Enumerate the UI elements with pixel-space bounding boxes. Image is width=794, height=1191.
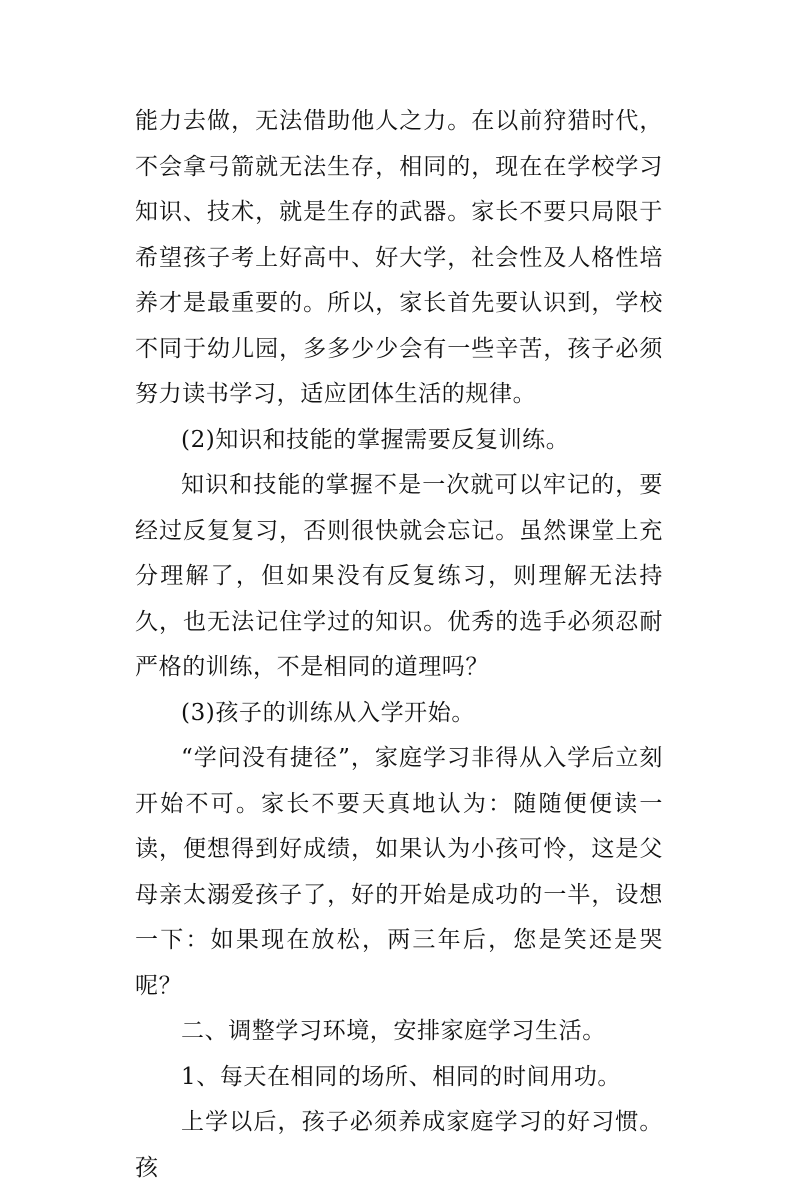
body-text bbox=[135, 99, 663, 1191]
paragraph-repeated-training: 知识和技能的掌握不是一次就可以牢记的，要经过反复复习，否则很快就会忘记。虽然课堂上充分理解了，但如果没有反复练习，则理解无法持久，也无法记住学过的知识。优秀的选手必须忍耐严格的训练，不是相同的道理吗？ bbox=[135, 472, 663, 680]
section-heading-study-environment: 二、调整学习环境，安排家庭学习生活。 bbox=[181, 1018, 606, 1044]
paragraph-study-habit: 上学以后，孩子必须养成家庭学习的好习惯。孩 bbox=[135, 1109, 663, 1181]
heading-repeated-training: (2)知识和技能的掌握需要反复训练。 bbox=[181, 426, 570, 453]
paragraph-continuation: 能力去做，无法借助他人之力。在以前狩猎时代，不会拿弓箭就无法生存，相同的，现在在学校学习知识、技术，就是生存的武器。家长不要只局限于希望孩子考上好高中、好大学，社会性及人格性培养才是最重要的。所以，家长首先要认识到，学校不同于幼儿园，多多少少会有一些辛苦，孩子必须努力读书学习，适应团体生活的规律。 bbox=[135, 108, 663, 407]
paragraph-no-shortcut: “学问没有捷径”，家庭学习非得从入学后立刻开始不可。家长不要天真地认为：随随便便读一读，便想得到好成绩，如果认为小孩可怜，这是父母亲太溺爱孩子了，好的开始是成功的一半，设想一下：如果现在放松，两三年后，您是笑还是哭呢？ bbox=[135, 745, 663, 999]
subheading-same-place-time: 1、每天在相同的场所、相同的时间用功。 bbox=[181, 1063, 622, 1090]
heading-training-from-entry: (3)孩子的训练从入学开始。 bbox=[181, 699, 475, 726]
